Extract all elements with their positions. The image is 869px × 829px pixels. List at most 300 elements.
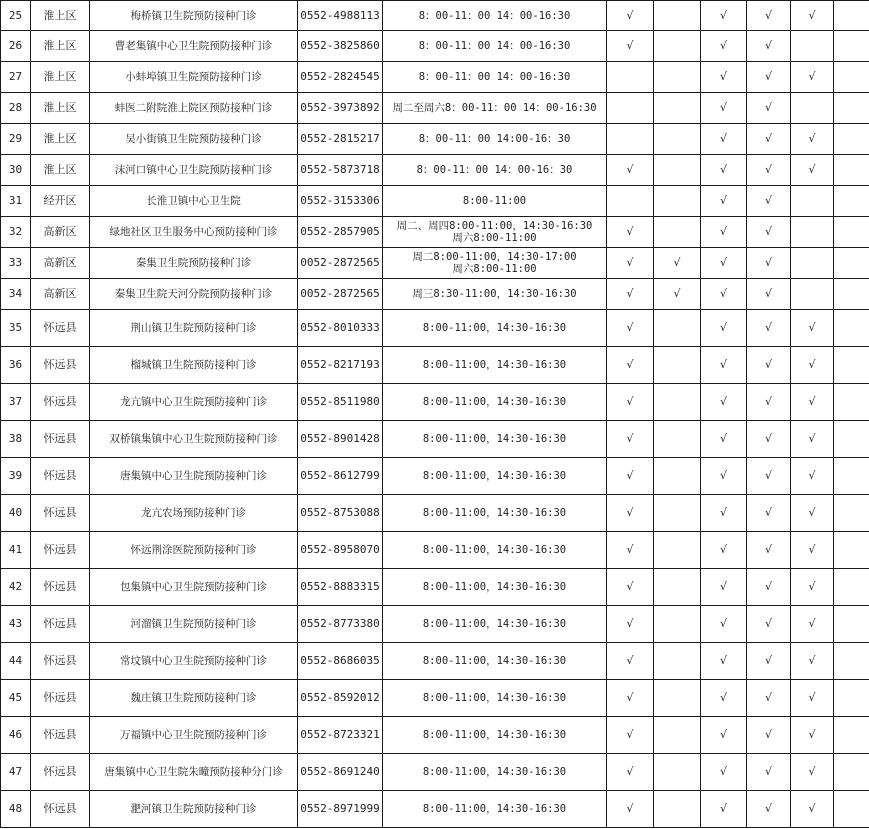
- checkmark-cell: [834, 569, 869, 606]
- phone-cell: 0552-4988113: [298, 1, 383, 31]
- row-number-cell: 33: [1, 248, 31, 279]
- checkmark-cell: √: [747, 279, 791, 310]
- service-hours-cell: [383, 279, 607, 310]
- checkmark-cell: √: [791, 791, 834, 828]
- service-hours-cell: [383, 93, 607, 124]
- checkmark-cell: √: [701, 680, 747, 717]
- phone-cell: 0552-8753088: [298, 495, 383, 532]
- clinic-name-cell: 龙亢农场预防接种门诊: [90, 495, 298, 532]
- row-number-cell: 45: [1, 680, 31, 717]
- row-number-cell: 27: [1, 62, 31, 93]
- row-number-cell: 42: [1, 569, 31, 606]
- checkmark-cell: √: [701, 93, 747, 124]
- checkmark-cell: √: [701, 186, 747, 217]
- clinic-name-cell: 唐集镇中心卫生院朱疃预防接种分门诊: [90, 754, 298, 791]
- phone-cell: 0552-8773380: [298, 606, 383, 643]
- checkmark-cell: [654, 186, 701, 217]
- district-cell: 淮上区: [31, 155, 90, 186]
- table-row: [1, 1, 869, 31]
- clinic-name-cell: 龙亢镇中心卫生院预防接种门诊: [90, 384, 298, 421]
- service-hours-line: 8:00-11:00，14:30-16:30: [422, 803, 567, 815]
- clinic-name-cell: 魏庄镇卫生院预防接种门诊: [90, 680, 298, 717]
- service-hours-line: 周二至周六8：00-11：00 14：00-16:30: [392, 102, 597, 114]
- phone-cell: 0552-8883315: [298, 569, 383, 606]
- checkmark-cell: [654, 347, 701, 384]
- checkmark-cell: √: [791, 680, 834, 717]
- table-row: [1, 532, 869, 569]
- checkmark-cell: √: [791, 310, 834, 347]
- row-number-cell: 32: [1, 217, 31, 248]
- checkmark-cell: [654, 62, 701, 93]
- checkmark-cell: √: [747, 754, 791, 791]
- phone-cell: 0552-8511980: [298, 384, 383, 421]
- service-hours-cell: [383, 569, 607, 606]
- phone-cell: 0552-2857905: [298, 217, 383, 248]
- district-cell: 高新区: [31, 279, 90, 310]
- service-hours-cell: [383, 217, 607, 248]
- row-number-cell: 47: [1, 754, 31, 791]
- district-cell: 怀远县: [31, 680, 90, 717]
- checkmark-cell: √: [701, 495, 747, 532]
- checkmark-cell: √: [701, 279, 747, 310]
- clinic-name-cell: 唐集镇中心卫生院预防接种门诊: [90, 458, 298, 495]
- checkmark-cell: √: [747, 643, 791, 680]
- checkmark-cell: [834, 93, 869, 124]
- checkmark-cell: √: [747, 124, 791, 155]
- checkmark-cell: [654, 495, 701, 532]
- clinic-name-cell: 常坟镇中心卫生院预防接种门诊: [90, 643, 298, 680]
- phone-cell: 0052-2872565: [298, 248, 383, 279]
- checkmark-cell: √: [791, 643, 834, 680]
- service-hours-line: 8:00-11:00，14:30-16:30: [422, 766, 567, 778]
- checkmark-cell: √: [607, 217, 654, 248]
- checkmark-cell: √: [701, 155, 747, 186]
- checkmark-cell: [654, 754, 701, 791]
- checkmark-cell: [654, 31, 701, 62]
- checkmark-cell: √: [791, 495, 834, 532]
- district-cell: 淮上区: [31, 62, 90, 93]
- phone-cell: 0552-8958070: [298, 532, 383, 569]
- phone-cell: 0552-8901428: [298, 421, 383, 458]
- clinic-name-cell: 怀远荆涂医院预防接种门诊: [90, 532, 298, 569]
- checkmark-cell: √: [701, 347, 747, 384]
- clinic-name-cell: 河溜镇卫生院预防接种门诊: [90, 606, 298, 643]
- checkmark-cell: [791, 93, 834, 124]
- clinic-name-cell: 包集镇中心卫生院预防接种门诊: [90, 569, 298, 606]
- checkmark-cell: √: [747, 93, 791, 124]
- checkmark-cell: [791, 31, 834, 62]
- checkmark-cell: √: [701, 791, 747, 828]
- service-hours-line: 8:00-11:00，14:30-16:30: [422, 692, 567, 704]
- checkmark-cell: √: [747, 217, 791, 248]
- row-number-cell: 35: [1, 310, 31, 347]
- checkmark-cell: √: [791, 458, 834, 495]
- checkmark-cell: [654, 643, 701, 680]
- district-cell: 怀远县: [31, 643, 90, 680]
- table-row: [1, 279, 869, 310]
- phone-cell: 0552-8971999: [298, 791, 383, 828]
- table-row: [1, 248, 869, 279]
- checkmark-cell: [834, 155, 869, 186]
- checkmark-cell: √: [701, 62, 747, 93]
- checkmark-cell: √: [607, 384, 654, 421]
- checkmark-cell: √: [747, 680, 791, 717]
- service-hours-cell: [383, 62, 607, 93]
- checkmark-cell: √: [747, 31, 791, 62]
- checkmark-cell: √: [701, 532, 747, 569]
- clinic-name-cell: 荆山镇卫生院预防接种门诊: [90, 310, 298, 347]
- checkmark-cell: [654, 155, 701, 186]
- checkmark-cell: √: [607, 279, 654, 310]
- clinic-name-cell: 双桥镇集镇中心卫生院预防接种门诊: [90, 421, 298, 458]
- checkmark-cell: √: [747, 248, 791, 279]
- checkmark-cell: √: [747, 717, 791, 754]
- clinic-name-cell: 梅桥镇卫生院预防接种门诊: [90, 1, 298, 31]
- table-row: [1, 458, 869, 495]
- service-hours-line: 8:00-11:00，14:30-16:30: [422, 581, 567, 593]
- checkmark-cell: [654, 606, 701, 643]
- service-hours-cell: [383, 1, 607, 31]
- phone-cell: 0552-8612799: [298, 458, 383, 495]
- checkmark-cell: [834, 458, 869, 495]
- row-number-cell: 40: [1, 495, 31, 532]
- clinic-name-cell: 榴城镇卫生院预防接种门诊: [90, 347, 298, 384]
- checkmark-cell: √: [701, 310, 747, 347]
- checkmark-cell: √: [701, 217, 747, 248]
- checkmark-cell: [834, 62, 869, 93]
- checkmark-cell: [834, 279, 869, 310]
- phone-cell: 0552-8010333: [298, 310, 383, 347]
- checkmark-cell: [654, 569, 701, 606]
- service-hours-line: 周三8:30-11:00，14:30-16:30: [412, 288, 577, 300]
- checkmark-cell: [654, 421, 701, 458]
- checkmark-cell: [791, 279, 834, 310]
- checkmark-cell: [654, 680, 701, 717]
- checkmark-cell: √: [791, 62, 834, 93]
- checkmark-cell: √: [607, 248, 654, 279]
- service-hours-cell: [383, 421, 607, 458]
- service-hours-cell: [383, 458, 607, 495]
- service-hours-cell: [383, 606, 607, 643]
- service-hours-line: 8:00-11:00，14:30-16:30: [422, 655, 567, 667]
- checkmark-cell: √: [747, 62, 791, 93]
- checkmark-cell: [607, 62, 654, 93]
- row-number-cell: 41: [1, 532, 31, 569]
- service-hours-cell: [383, 347, 607, 384]
- clinic-name-cell: 秦集卫生院天河分院预防接种门诊: [90, 279, 298, 310]
- phone-cell: 0552-8592012: [298, 680, 383, 717]
- checkmark-cell: √: [701, 717, 747, 754]
- district-cell: 怀远县: [31, 606, 90, 643]
- table-row: [1, 155, 869, 186]
- checkmark-cell: [834, 248, 869, 279]
- checkmark-cell: √: [607, 155, 654, 186]
- clinic-name-cell: 长淮卫镇中心卫生院: [90, 186, 298, 217]
- service-hours-line: 8:00-11:00，14:30-16:30: [422, 618, 567, 630]
- checkmark-cell: √: [747, 495, 791, 532]
- service-hours-cell: [383, 680, 607, 717]
- table-row: [1, 93, 869, 124]
- checkmark-cell: √: [607, 791, 654, 828]
- checkmark-cell: √: [607, 680, 654, 717]
- row-number-cell: 26: [1, 31, 31, 62]
- checkmark-cell: √: [701, 606, 747, 643]
- service-hours-cell: [383, 532, 607, 569]
- checkmark-cell: √: [747, 347, 791, 384]
- district-cell: 淮上区: [31, 31, 90, 62]
- service-hours-cell: [383, 310, 607, 347]
- checkmark-cell: [607, 124, 654, 155]
- table-row: [1, 606, 869, 643]
- clinic-name-cell: 万福镇中心卫生院预防接种门诊: [90, 717, 298, 754]
- service-hours-line: 周二8:00-11:00，14:30-17:00: [412, 251, 577, 263]
- checkmark-cell: √: [607, 458, 654, 495]
- checkmark-cell: √: [607, 754, 654, 791]
- checkmark-cell: √: [747, 155, 791, 186]
- service-hours-cell: [383, 717, 607, 754]
- clinic-name-cell: 沫河口镇中心卫生院预防接种门诊: [90, 155, 298, 186]
- district-cell: 怀远县: [31, 717, 90, 754]
- checkmark-cell: √: [791, 754, 834, 791]
- checkmark-cell: √: [747, 569, 791, 606]
- table-row: [1, 680, 869, 717]
- service-hours-line: 8:00-11:00，14:30-16:30: [422, 322, 567, 334]
- checkmark-cell: √: [607, 606, 654, 643]
- district-cell: 怀远县: [31, 458, 90, 495]
- checkmark-cell: √: [701, 1, 747, 31]
- checkmark-cell: [654, 124, 701, 155]
- service-hours-cell: [383, 248, 607, 279]
- table-row: [1, 754, 869, 791]
- checkmark-cell: [654, 532, 701, 569]
- checkmark-cell: [607, 93, 654, 124]
- district-cell: 怀远县: [31, 754, 90, 791]
- checkmark-cell: √: [701, 569, 747, 606]
- service-hours-cell: [383, 791, 607, 828]
- table-row: [1, 217, 869, 248]
- checkmark-cell: [834, 791, 869, 828]
- checkmark-cell: √: [607, 1, 654, 31]
- row-number-cell: 46: [1, 717, 31, 754]
- checkmark-cell: √: [701, 248, 747, 279]
- checkmark-cell: [654, 717, 701, 754]
- checkmark-cell: √: [701, 31, 747, 62]
- service-hours-line: 8:00-11:00，14:30-16:30: [422, 729, 567, 741]
- district-cell: 怀远县: [31, 495, 90, 532]
- service-hours-line: 8:00-11:00，14:30-16:30: [422, 470, 567, 482]
- table-row: [1, 347, 869, 384]
- checkmark-cell: √: [747, 1, 791, 31]
- checkmark-cell: [834, 532, 869, 569]
- table-row: [1, 569, 869, 606]
- service-hours-line: 8:00-11:00，14:30-16:30: [422, 359, 567, 371]
- checkmark-cell: √: [701, 754, 747, 791]
- clinic-name-cell: 小蚌埠镇卫生院预防接种门诊: [90, 62, 298, 93]
- service-hours-line: 8:00-11:00，14:30-16:30: [422, 433, 567, 445]
- checkmark-cell: √: [791, 421, 834, 458]
- table-row: [1, 31, 869, 62]
- service-hours-cell: [383, 643, 607, 680]
- checkmark-cell: √: [654, 279, 701, 310]
- checkmark-cell: [654, 93, 701, 124]
- checkmark-cell: √: [701, 643, 747, 680]
- table-row: [1, 791, 869, 828]
- checkmark-cell: [654, 1, 701, 31]
- service-hours-line: 8:00-11:00: [462, 195, 527, 207]
- checkmark-cell: √: [791, 384, 834, 421]
- table-row: [1, 421, 869, 458]
- phone-cell: 0552-3153306: [298, 186, 383, 217]
- checkmark-cell: [654, 384, 701, 421]
- row-number-cell: 37: [1, 384, 31, 421]
- clinic-name-cell: 曹老集镇中心卫生院预防接种门诊: [90, 31, 298, 62]
- clinic-name-cell: 绿地社区卫生服务中心预防接种门诊: [90, 217, 298, 248]
- checkmark-cell: √: [701, 458, 747, 495]
- service-hours-cell: [383, 155, 607, 186]
- table-row: [1, 717, 869, 754]
- service-hours-cell: [383, 31, 607, 62]
- phone-cell: 0552-3825860: [298, 31, 383, 62]
- service-hours-line: 8：00-11：00 14:00-16：30: [418, 133, 571, 145]
- table-row: [1, 643, 869, 680]
- checkmark-cell: √: [747, 791, 791, 828]
- row-number-cell: 48: [1, 791, 31, 828]
- checkmark-cell: [654, 791, 701, 828]
- phone-cell: 0552-8691240: [298, 754, 383, 791]
- checkmark-cell: √: [607, 643, 654, 680]
- district-cell: 高新区: [31, 248, 90, 279]
- checkmark-cell: [834, 606, 869, 643]
- service-hours-line: 8：00-11：00 14：00-16:30: [418, 40, 571, 52]
- checkmark-cell: √: [791, 155, 834, 186]
- checkmark-cell: √: [607, 495, 654, 532]
- checkmark-cell: [834, 217, 869, 248]
- district-cell: 淮上区: [31, 124, 90, 155]
- district-cell: 高新区: [31, 217, 90, 248]
- table-row: [1, 186, 869, 217]
- service-hours-cell: [383, 186, 607, 217]
- table-row: [1, 124, 869, 155]
- table-row: [1, 384, 869, 421]
- checkmark-cell: [791, 217, 834, 248]
- checkmark-cell: [791, 248, 834, 279]
- table-row: [1, 62, 869, 93]
- row-number-cell: 36: [1, 347, 31, 384]
- row-number-cell: 43: [1, 606, 31, 643]
- service-hours-line: 8：00-11：00 14：00-16:30: [418, 9, 571, 22]
- checkmark-cell: [654, 458, 701, 495]
- phone-cell: 0552-2824545: [298, 62, 383, 93]
- row-number-cell: 30: [1, 155, 31, 186]
- phone-cell: 0552-5873718: [298, 155, 383, 186]
- checkmark-cell: [654, 310, 701, 347]
- checkmark-cell: √: [607, 31, 654, 62]
- row-number-cell: 34: [1, 279, 31, 310]
- district-cell: 淮上区: [31, 1, 90, 31]
- checkmark-cell: [654, 217, 701, 248]
- row-number-cell: 31: [1, 186, 31, 217]
- checkmark-cell: [834, 384, 869, 421]
- phone-cell: 0552-3973892: [298, 93, 383, 124]
- checkmark-cell: √: [654, 248, 701, 279]
- row-number-cell: 44: [1, 643, 31, 680]
- service-hours-line: 8：00-11：00 14：00-16:30: [418, 71, 571, 83]
- district-cell: 经开区: [31, 186, 90, 217]
- checkmark-cell: [834, 717, 869, 754]
- row-number-cell: 38: [1, 421, 31, 458]
- checkmark-cell: √: [701, 421, 747, 458]
- district-cell: 淮上区: [31, 93, 90, 124]
- table-row: [1, 310, 869, 347]
- checkmark-cell: [834, 186, 869, 217]
- checkmark-cell: √: [791, 606, 834, 643]
- checkmark-cell: [607, 186, 654, 217]
- district-cell: 怀远县: [31, 347, 90, 384]
- service-hours-line: 8:00-11:00，14:30-16:30: [422, 396, 567, 408]
- checkmark-cell: √: [607, 717, 654, 754]
- row-number-cell: 39: [1, 458, 31, 495]
- row-number-cell: 25: [1, 1, 31, 31]
- checkmark-cell: √: [747, 606, 791, 643]
- checkmark-cell: [834, 754, 869, 791]
- service-hours-line: 8:00-11:00，14:30-16:30: [422, 544, 567, 556]
- row-number-cell: 29: [1, 124, 31, 155]
- district-cell: 怀远县: [31, 532, 90, 569]
- phone-cell: 0552-2815217: [298, 124, 383, 155]
- checkmark-cell: √: [747, 186, 791, 217]
- checkmark-cell: √: [701, 124, 747, 155]
- phone-cell: 0552-8686035: [298, 643, 383, 680]
- checkmark-cell: √: [791, 1, 834, 31]
- checkmark-cell: √: [747, 532, 791, 569]
- phone-cell: 0552-8217193: [298, 347, 383, 384]
- checkmark-cell: √: [791, 717, 834, 754]
- checkmark-cell: [834, 421, 869, 458]
- checkmark-cell: [791, 186, 834, 217]
- table-row: [1, 495, 869, 532]
- checkmark-cell: [834, 310, 869, 347]
- checkmark-cell: [834, 680, 869, 717]
- checkmark-cell: √: [747, 384, 791, 421]
- checkmark-cell: √: [747, 458, 791, 495]
- checkmark-cell: [834, 1, 869, 31]
- clinic-name-cell: 秦集卫生院预防接种门诊: [90, 248, 298, 279]
- checkmark-cell: √: [701, 384, 747, 421]
- checkmark-cell: √: [791, 347, 834, 384]
- checkmark-cell: √: [791, 532, 834, 569]
- checkmark-cell: [834, 124, 869, 155]
- checkmark-cell: [834, 347, 869, 384]
- clinic-name-cell: 蚌医二附院淮上院区预防接种门诊: [90, 93, 298, 124]
- phone-cell: 0052-2872565: [298, 279, 383, 310]
- clinic-name-cell: 吴小街镇卫生院预防接种门诊: [90, 124, 298, 155]
- district-cell: 怀远县: [31, 421, 90, 458]
- service-hours-line: 8:00-11:00，14:30-16:30: [422, 507, 567, 519]
- district-cell: 怀远县: [31, 791, 90, 828]
- service-hours-line: 周六8:00-11:00: [452, 263, 537, 275]
- checkmark-cell: √: [791, 569, 834, 606]
- checkmark-cell: √: [747, 310, 791, 347]
- checkmark-cell: [834, 31, 869, 62]
- checkmark-cell: [834, 495, 869, 532]
- district-cell: 怀远县: [31, 569, 90, 606]
- service-hours-line: 周二、周四8:00-11:00，14:30-16:30: [396, 220, 593, 232]
- checkmark-cell: √: [607, 421, 654, 458]
- checkmark-cell: √: [607, 310, 654, 347]
- checkmark-cell: √: [747, 421, 791, 458]
- district-cell: 怀远县: [31, 310, 90, 347]
- phone-cell: 0552-8723321: [298, 717, 383, 754]
